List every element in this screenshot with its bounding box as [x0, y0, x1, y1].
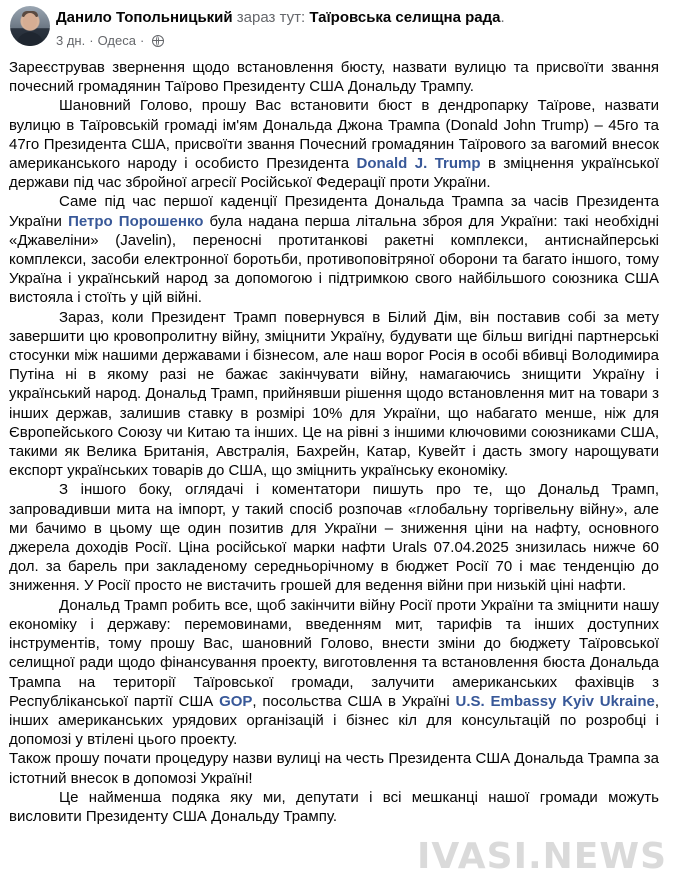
- post-location[interactable]: Одеса: [97, 33, 136, 48]
- paragraph-1: Зареєстрував звернення щодо встановлення бюсту, назвати вулицю та присвоїти звання почесний громадянин Таїрово Президенту США Дональду Трампу.: [9, 59, 659, 96]
- watermark: IVASI.NEWS: [416, 836, 667, 877]
- avatar[interactable]: [10, 6, 50, 46]
- mention-poroshenko[interactable]: Петро Порошенко: [68, 212, 204, 230]
- mention-us-embassy[interactable]: U.S. Embassy Kyiv Ukraine: [455, 692, 655, 710]
- meta-separator: ·: [139, 33, 145, 48]
- at-label: зараз тут:: [236, 9, 306, 26]
- post-title-line: [56, 9, 505, 26]
- paragraph-7: Також прошу почати процедуру назви вулиці на честь Президента США Дональда Трампа за істотний внесок в допомозі Україні!: [9, 750, 659, 787]
- author-name[interactable]: Данило Топольницький: [56, 9, 233, 26]
- paragraph-4: Зараз, коли Президент Трамп повернувся в Білий Дім, він поставив собі за мету завершити цю кровопролитну війну, зміцнити Україну, будувати ще більш вигідні партнерські стосунки між нашими державами і бізнесом, але наш ворог Росія в особі вбивці Володимира Путіна ні в якому разі не бажає закінчувати війну, намагаючись знищити Україну і український народ. Дональд Трамп, прийнявши рішення щодо встановлення мит на товари з інших держав, залишив ставку в розмірі 10% для України, що набагато менше, ніж для Європейського Союзу чи Китаю та інших. Це на рівні з іншими ключовими союзниками США, такими як Велика Британія, Австралія, Бахрейн, Катар, Кувейт і дасть змогу нарощувати експорт українських товарів до США, що зміцнить українську економіку.: [9, 308, 659, 480]
- meta-separator: ·: [89, 33, 94, 48]
- mention-donald-trump[interactable]: Donald J. Trump: [356, 155, 481, 173]
- paragraph-6: Дональд Трамп робить все, щоб закінчити війну Росії проти України та зміцнити нашу економіку і державу: перемовинами, введенням мит, тарифів та інших доступних інструментів, тому прошу Вас, шановний Голово, внести зміни до бюджету Таїровської селищної ради щодо фінансування проекту, виготовлення та встановлення бюста Дональда Трампа на території Таїровської громади, залучити американських фахівців з Республіканської партії США GOP, посольства США в Україні U.S. Embassy Kyiv Ukraine, інших американських урядових організацій і бізнес кіл для консультацій по розробці і допомозі у втілені цього проекту.: [9, 596, 660, 749]
- post-header: [8, 6, 668, 52]
- globe-icon[interactable]: [152, 35, 164, 47]
- paragraph-2: Шановний Голово, прошу Вас встановити бюст в дендропарку Таїрове, назвати вулицю в Таїровській громаді ім'ям Дональда Джона Трампа (Donald John Trump) – 45го та 47го Президента США, присвоїти звання Почесний громадянин Таїрового за вагомий внесок американського народу і особисто Президента Donald J. Trump в зміцнення української держави під час збройної агресії Російської Федерації проти України.: [9, 97, 660, 192]
- post-body: [9, 58, 659, 826]
- post-time[interactable]: 3 дн.: [56, 33, 86, 48]
- paragraph-5: З іншого боку, оглядачі і коментатори пишуть про те, що Дональд Трамп, запровадивши мита на імпорт, у такий спосіб розпочав «глобальну торгівельну війну», але ми бачимо в цьому ще один позитив для України – зниження ціни на нафту, основного джерела доходів Росії. Ціна російської марки нафти Urals 07.04.2025 знизилась нижче 60 дол. за барель при закладеному середньорічному в бюджет Росії 70 і має тенденцію до зниження. У Росії просто не вистачить грошей для ведення війни при низькій ціні нафти.: [9, 481, 659, 595]
- paragraph-8: Це найменша подяка яку ми, депутати і всі мешканці нашої громади можуть висловити Президенту США Дональду Трампу.: [9, 788, 659, 825]
- place-suffix: .: [500, 9, 505, 26]
- paragraph-3: Саме під час першої каденції Президента Дональда Трампа за часів Президента України Петро Порошенко була надана перша літальна зброя для України: такі необхідні «Джавеліни» (Javelin), переносні протитанкові ракетні комплекси, антиснайперські комплекси, засоби електронної боротьби, противоповітряної оборони та багато іншого, тому Україна і український народ за допомогою і підтримкою свого найбільшого союзника США вистояла і стоїть у цій війні.: [9, 193, 659, 307]
- post-meta: [56, 33, 164, 48]
- place-link[interactable]: Таїровська селищна рада: [309, 9, 501, 26]
- mention-gop[interactable]: GOP: [219, 692, 253, 710]
